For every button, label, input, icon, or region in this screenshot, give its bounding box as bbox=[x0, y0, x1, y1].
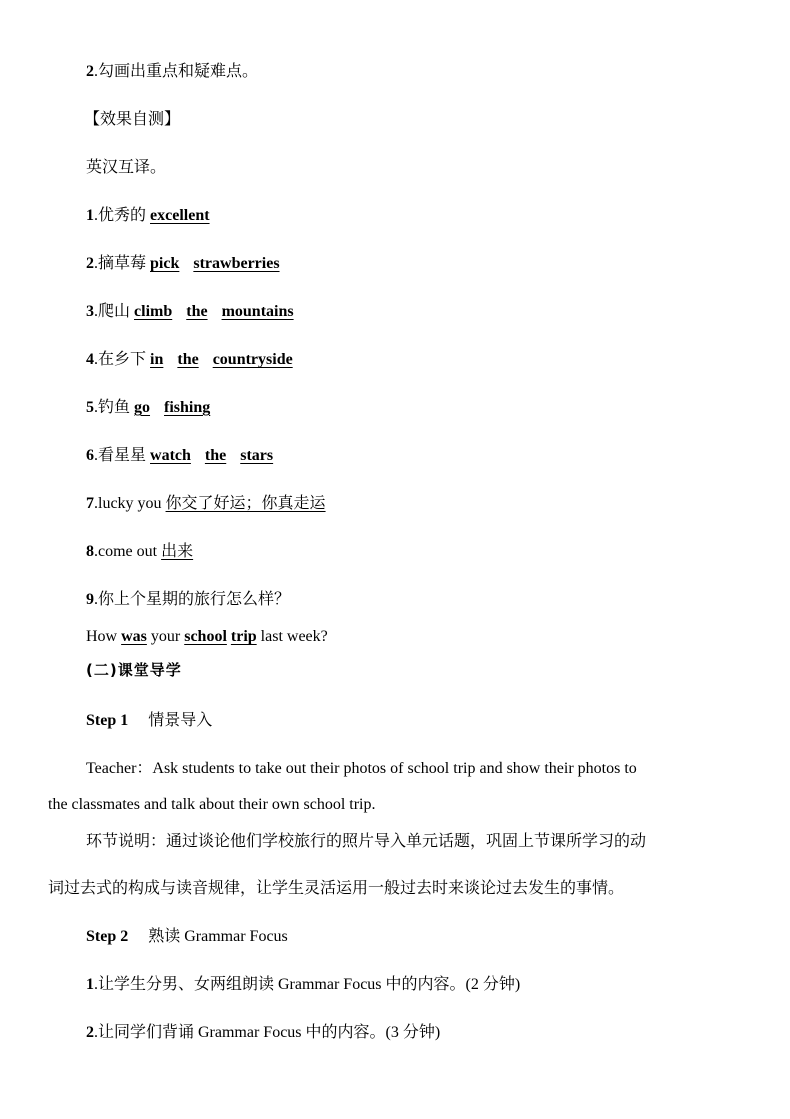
vocab-prompt: .爬山 bbox=[94, 303, 131, 320]
vocab-prompt: .在乡下 bbox=[94, 351, 147, 368]
step-title: 情景导入 bbox=[148, 712, 213, 729]
vocab-item bbox=[86, 254, 280, 274]
vocab-answer bbox=[134, 399, 210, 416]
answer-gap bbox=[226, 446, 240, 466]
answer-word: go bbox=[134, 399, 151, 416]
vocab-item bbox=[86, 302, 294, 322]
answer-word: climb bbox=[134, 303, 173, 320]
vocab-item bbox=[86, 206, 210, 226]
item-number: 6 bbox=[86, 447, 94, 464]
item-text: .让同学们背诵 Grammar Focus 中的内容。(3 分钟) bbox=[94, 1024, 441, 1041]
answer-word: excellent bbox=[150, 207, 210, 224]
item-number: 8 bbox=[86, 543, 94, 560]
teacher-line-1: Teacher：Ask students to take out their photos of school trip and show their photos to bbox=[86, 760, 637, 777]
answer-gap bbox=[191, 446, 205, 466]
vocab-answer bbox=[166, 495, 326, 512]
vocab-answer bbox=[150, 255, 280, 272]
answer-gap bbox=[208, 302, 222, 322]
vocab-prompt: .优秀的 bbox=[94, 207, 147, 224]
answer-word: the bbox=[186, 303, 208, 320]
item-number: 4 bbox=[86, 351, 94, 368]
step-title: 熟读 Grammar Focus bbox=[148, 928, 288, 945]
item-number: 5 bbox=[86, 399, 94, 416]
item-number: 3 bbox=[86, 303, 94, 320]
q9-blank-2: school bbox=[184, 628, 227, 645]
top-item bbox=[86, 62, 258, 82]
q9-blank-1: was bbox=[121, 628, 147, 645]
vocab-item bbox=[86, 542, 193, 562]
explain-line-2: 词过去式的构成与读音规律，让学生灵活运用一般过去时来谈论过去发生的事情。 bbox=[48, 880, 625, 897]
vocab-prompt: .come out bbox=[94, 543, 158, 560]
answer-word: watch bbox=[150, 447, 191, 464]
q9-blank-3: trip bbox=[230, 628, 257, 645]
answer-gap bbox=[150, 398, 164, 418]
answer-gap bbox=[199, 350, 213, 370]
instruction: 英汉互译。 bbox=[86, 159, 167, 176]
answer-word: fishing bbox=[164, 399, 211, 416]
vocab-prompt: .看星星 bbox=[94, 447, 147, 464]
item-number: 2 bbox=[86, 1024, 94, 1041]
answer-word: 你交了好运；你真走运 bbox=[165, 495, 326, 512]
answer-word: pick bbox=[150, 255, 180, 272]
step-label: Step 1 bbox=[86, 712, 129, 729]
explain-text: ：通过谈论他们学校旅行的照片导入单元话题，巩固上节课所学习的动 bbox=[150, 833, 647, 850]
q9-prefix: How bbox=[86, 628, 118, 645]
vocab-answer bbox=[150, 447, 273, 464]
item-text: .你上个星期的旅行怎么样？ bbox=[94, 591, 291, 608]
answer-word: 出来 bbox=[161, 543, 194, 560]
answer-word: the bbox=[177, 351, 199, 368]
teacher-line-2: the classmates and talk about their own school trip. bbox=[48, 796, 376, 813]
explain-line-1 bbox=[86, 831, 646, 852]
step1-heading bbox=[86, 711, 212, 731]
vocab-answer bbox=[150, 351, 293, 368]
answer-word: the bbox=[204, 447, 227, 464]
item-number: 2 bbox=[86, 255, 94, 272]
item-number: 7 bbox=[86, 495, 94, 512]
answer-gap bbox=[163, 350, 177, 370]
explain-label: 环节说明 bbox=[86, 831, 151, 850]
vocab-item bbox=[86, 494, 326, 514]
item-number: 9 bbox=[86, 591, 94, 608]
section-heading-class: (二)课堂导学 bbox=[86, 661, 182, 679]
answer-word: strawberries bbox=[193, 255, 280, 272]
vocab-item bbox=[86, 446, 273, 466]
q9-mid: your bbox=[150, 628, 181, 645]
answer-word: in bbox=[150, 351, 164, 368]
item-number: 1 bbox=[86, 976, 94, 993]
vocab-prompt: .摘草莓 bbox=[94, 255, 147, 272]
vocab-item bbox=[86, 350, 293, 370]
section-heading-test: 【效果自测】 bbox=[84, 111, 181, 128]
answer-word: stars bbox=[240, 447, 274, 464]
answer-gap bbox=[179, 254, 193, 274]
step2-heading bbox=[86, 927, 288, 947]
step-label: Step 2 bbox=[86, 928, 129, 945]
answer-word: countryside bbox=[212, 351, 293, 368]
q9-answer bbox=[86, 627, 328, 647]
vocab-answer bbox=[134, 303, 294, 320]
item-text: .勾画出重点和疑难点。 bbox=[94, 63, 259, 80]
answer-gap bbox=[172, 302, 186, 322]
step2-item-1 bbox=[86, 975, 520, 995]
item-number: 2 bbox=[86, 63, 94, 80]
vocab-answer bbox=[161, 543, 193, 560]
item-text: .让学生分男、女两组朗读 Grammar Focus 中的内容。(2 分钟) bbox=[94, 976, 521, 993]
item-number: 1 bbox=[86, 207, 94, 224]
answer-word: mountains bbox=[221, 303, 294, 320]
vocab-item bbox=[86, 398, 210, 418]
vocab-answer bbox=[150, 207, 210, 224]
q9-suffix: last week? bbox=[260, 628, 328, 645]
vocab-prompt: .钓鱼 bbox=[94, 399, 131, 416]
q9-question bbox=[86, 590, 290, 610]
step2-item-2 bbox=[86, 1023, 440, 1043]
vocab-prompt: .lucky you bbox=[94, 495, 162, 512]
